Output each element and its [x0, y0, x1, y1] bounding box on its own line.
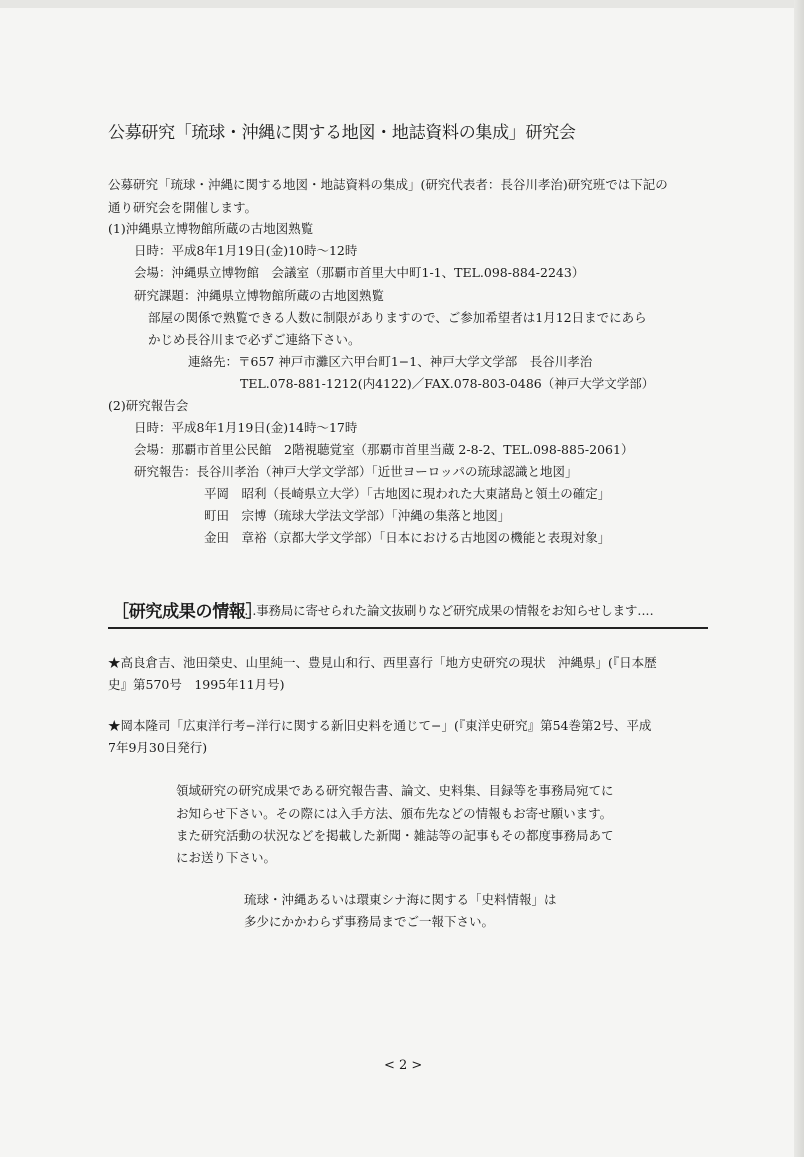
research-item-2-line-2: 7年9月30日発行) [108, 740, 208, 755]
intro-line-1: 公募研究「琉球・沖縄に関する地図・地誌資料の集成」(研究代表者：長谷川孝治)研究班では下記の [108, 177, 668, 192]
event1-venue: 会場：沖縄県立博物館 会議室（那覇市首里大中町1-1、TEL.098-884-2243） [134, 265, 585, 280]
scan-edge-top [0, 0, 804, 8]
research-info-heading: ［研究成果の情報］ [112, 602, 263, 622]
request-line-1: 領域研究の研究成果である研究報告書、論文、史料集、目録等を事務局宛てに [176, 783, 614, 798]
intro-line-2: 通り研究会を開催します。 [108, 200, 258, 215]
page-number: < 2 > [384, 1058, 423, 1073]
event2-date: 日時：平成8年1月19日(金)14時〜17時 [134, 420, 358, 435]
request-line-2: お知らせ下さい。その際には入手方法、頒布先などの情報もお寄せ願います。 [176, 806, 613, 821]
request-line-3: また研究活動の状況などを掲載した新聞・雑誌等の記事もその都度事務局あて [176, 828, 614, 843]
event1-topic: 研究課題：沖縄県立博物館所蔵の古地図熟覧 [134, 288, 385, 303]
event2-report-2: 平岡 昭利（長崎県立大学）「古地図に現われた大東諸島と領土の確定」 [204, 486, 611, 501]
event1-contact-1: 連絡先：〒657 神戸市灘区六甲台町1−1、神戸大学文学部 長谷川孝治 [188, 354, 593, 369]
event1-contact-2: TEL.078-881-1212(内4122)／FAX.078-803-0486（神戸大学文学部） [240, 376, 655, 391]
section-divider [108, 627, 708, 629]
research-info-lead: ‥‥事務局に寄せられた論文抜刷りなど研究成果の情報をお知らせします‥‥ [240, 603, 654, 618]
event2-venue: 会場：那覇市首里公民館 2階視聴覚室（那覇市首里当蔵 2-8-2、TEL.098-885-2061） [134, 442, 634, 457]
research-item-1-line-1: ★高良倉吉、池田榮史、山里純一、豊見山和行、西里喜行「地方史研究の現状 沖縄県」(『日本歴 [108, 655, 657, 670]
request-line-4: にお送り下さい。 [176, 850, 277, 865]
event1-note-2: かじめ長谷川まで必ずご連絡下さい。 [148, 332, 361, 347]
research-item-2-line-1: ★岡本隆司「広東洋行考−洋行に関する新旧史料を通じて−」(『東洋史研究』第54巻第2号、平成 [108, 718, 652, 733]
event1-date: 日時：平成8年1月19日(金)10時〜12時 [134, 243, 358, 258]
event1-heading: (1)沖縄県立博物館所蔵の古地図熟覧 [108, 221, 314, 236]
scan-edge-right [794, 0, 804, 1157]
event2-heading: (2)研究報告会 [108, 398, 189, 413]
event2-report-4: 金田 章裕（京都大学文学部）「日本における古地図の機能と表現対象」 [204, 530, 611, 545]
event2-report-3: 町田 宗博（琉球大学法文学部）「沖縄の集落と地図」 [204, 508, 511, 523]
closing-line-1: 琉球・沖縄あるいは環東シナ海に関する「史料情報」は [244, 892, 557, 907]
research-item-1-line-2: 史』第570号 1995年11月号) [108, 677, 285, 692]
closing-line-2: 多少にかかわらず事務局までご一報下さい。 [244, 914, 495, 929]
event1-note-1: 部屋の関係で熟覧できる人数に制限がありますので、ご参加希望者は1月12日までにあら [148, 310, 647, 325]
page-title: 公募研究「琉球・沖縄に関する地図・地誌資料の集成」研究会 [108, 123, 576, 143]
event2-report-1: 研究報告：長谷川孝治（神戸大学文学部）「近世ヨーロッパの琉球認識と地図」 [134, 464, 578, 479]
